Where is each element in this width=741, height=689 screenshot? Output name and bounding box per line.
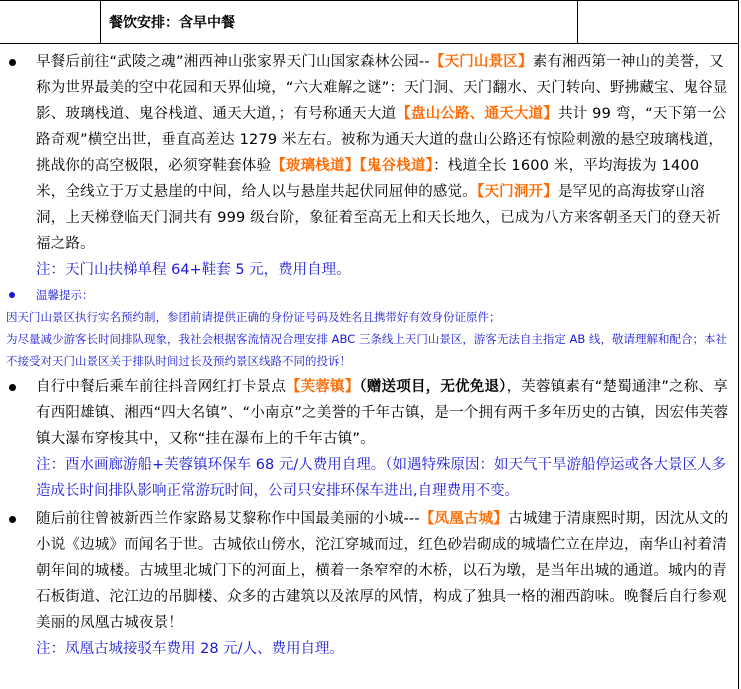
tips-line-1: 因天门山景区执行实名预约制，参团前请提供正确的身份证号码及姓名且携带好有效身份证原件； bbox=[6, 310, 501, 324]
fenghuang-note: 注：凤凰古城接驳车费用 28 元/人、费用自理。 bbox=[36, 641, 345, 657]
bullet-icon bbox=[9, 292, 15, 298]
bullet-icon bbox=[9, 384, 16, 391]
table-cell-empty-left bbox=[0, 1, 101, 43]
fenghuang-paragraph: 随后前往曾被新西兰作家路易艾黎称作中国最美丽的小城---【凤凰古城】古城建于清康熙时期，因沈从文的小说《边城》而闻名于世。古城依山傍水，沱江穿城而过，红色砂岩砌成的城墙伫立在岸边，南华山衬着清朝年间的城楼。古城里北城门下的河面上，横着一条窄窄的木桥，以石为墩，是当年出城的通道。城内的青石板街道、沱江边的吊脚楼、众多的古建筑以及浓厚的风情，构成了独具一格的湘西韵味。晚餐后自行参观美丽的凤凰古城夜景！ bbox=[36, 511, 729, 631]
list-item-fenghuang bbox=[0, 506, 738, 662]
list-item-tips bbox=[0, 284, 738, 372]
tips-title: 温馨提示： bbox=[36, 288, 94, 302]
furong-note: 注：酉水画廊游船+芙蓉镇环保车 68 元/人费用自理。（如遇特殊原因：如天气干旱游船停运或各大景区人多造成长时间排队影响正常游玩时间，公司只安排环保车进出,自理费用不变。 bbox=[36, 457, 726, 499]
bullet-icon bbox=[9, 59, 16, 66]
highlight-fenghuang: 【凤凰古城】 bbox=[419, 511, 508, 527]
bullet-icon bbox=[9, 516, 16, 523]
tips-line-2: 为尽量减少游客长时间排队现象，我社会根据客流情况合理安排 ABC 三条线上天门山景区，游客无法自主指定 AB 线，敬请理解和配合；本社不接受对天门山景区关于排队时间过长及预约景区线路不同的投诉！ bbox=[6, 332, 727, 368]
highlight-tianmen-cave: 【天门洞开】 bbox=[477, 184, 558, 200]
highlight-mountain-road: 【盘山公路、通天大道】 bbox=[396, 106, 558, 122]
highlight-furong-town: 【芙蓉镇】 bbox=[285, 379, 360, 395]
tianmen-note: 注：天门山扶梯单程 64+鞋套 5 元，费用自理。 bbox=[36, 262, 351, 278]
table-cell-empty-right bbox=[578, 1, 738, 43]
meal-arrangement: 餐饮安排：含早中餐 bbox=[101, 1, 578, 43]
furong-paragraph: 自行中餐后乘车前往抖音网红打卡景点【芙蓉镇】（赠送项目，无优免退），芙蓉镇素有“楚蜀通津”之称、享有西阳雄镇、湘西“四大名镇”、“小南京”之美誉的千年古镇，是一个拥有两千多年历史的古镇，因宏伟芙蓉镇大瀑布穿梭其中，又称“挂在瀑布上的千年古镇”。 bbox=[36, 379, 729, 447]
highlight-plank-roads: 【玻璃栈道】【鬼谷栈道】 bbox=[271, 158, 434, 174]
tianmen-paragraph: 早餐后前往“武陵之魂”湘西神山张家界天门山国家森林公园--【天门山景区】素有湘西第一神山的美誉，又称为世界最美的空中花园和天界仙境，“六大难解之谜”：天门洞、天门翻水、天门转向、野拂藏宝、鬼谷显影、玻璃栈道、鬼谷栈道、通天大道，；有号称通天大道【盘山公路、通天大道】共计 99 弯，“天下第一公路奇观”横空出世，垂直高差达 1279 米左右。被称为通天大道的盘山公路还有惊险刺激的悬空玻璃栈道，挑战你的高空极限，必须穿鞋套体验【玻璃栈道】【鬼谷栈道】：栈道全长 1600 米，平均海拔为 1400 米，全线立于万丈悬崖的中间，给人以与悬崖共起伏同屈伸的感觉。【天门洞开】是罕见的高海拔穿山溶洞，上天梯登临天门洞共有 999 级台阶，象征着至高无上和天长地久，已成为八方来客朝圣天门的登天祈福之路。 bbox=[36, 54, 728, 252]
day-description bbox=[0, 44, 739, 689]
gift-notice: （赠送项目，无优免退） bbox=[359, 379, 507, 395]
highlight-tianmen-scenic: 【天门山景区】 bbox=[429, 54, 533, 70]
list-item-tianmen bbox=[0, 49, 738, 283]
list-item-furong bbox=[0, 374, 738, 504]
meal-table-row bbox=[0, 0, 739, 44]
